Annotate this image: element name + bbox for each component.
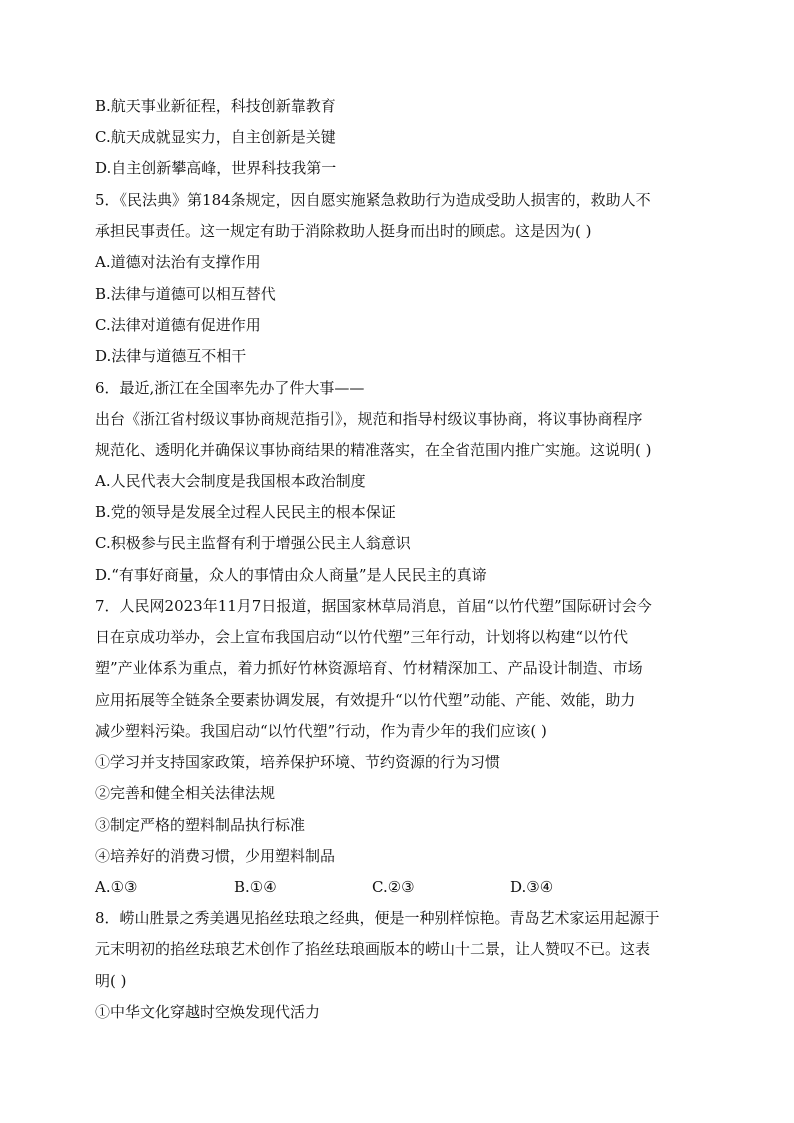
- q7-choice-c: C.②③: [372, 878, 415, 896]
- q6-option-d: D.“有事好商量，众人的事情由众人商量”是人民民主的真谛: [95, 566, 487, 584]
- q4-option-c: C.航天成就显实力，自主创新是关键: [95, 128, 336, 146]
- q7-statement-3: ③制定严格的塑料制品执行标准: [95, 816, 306, 834]
- q6-stem-line-1: 6．最近,浙江在全国率先办了件大事——: [95, 379, 365, 397]
- q5-option-d: D.法律与道德互不相干: [95, 347, 247, 365]
- q5-option-a: A.道德对法治有支撑作用: [95, 253, 261, 271]
- q6-option-b: B.党的领导是发展全过程人民民主的根本保证: [95, 503, 396, 521]
- q8-stem-line-2: 元末明初的掐丝珐琅艺术创作了掐丝珐琅画版本的崂山十二景，让人赞叹不已。这表: [95, 940, 651, 958]
- q8-statement-1: ①中华文化穿越时空焕发现代活力: [95, 1003, 321, 1021]
- q7-statement-1: ①学习并支持国家政策，培养保护环境、节约资源的行为习惯: [95, 753, 501, 771]
- q4-option-d: D.自主创新攀高峰，世界科技我第一: [95, 159, 337, 177]
- q7-stem-line-5: 减少塑料污染。我国启动“以竹代塑”行动，作为青少年的我们应该( ): [95, 722, 547, 740]
- q5-option-b: B.法律与道德可以相互替代: [95, 285, 276, 303]
- q7-stem-line-1: 7．人民网2023年11月7日报道，据国家林草局消息，首届“以竹代塑”国际研讨会今: [95, 597, 652, 615]
- q7-choice-a: A.①③: [95, 878, 138, 896]
- q8-stem-line-1: 8．崂山胜景之秀美遇见掐丝珐琅之经典，便是一种别样惊艳。青岛艺术家运用起源于: [95, 909, 660, 927]
- q6-stem-line-2: 出台《浙江省村级议事协商规范指引》，规范和指导村级议事协商，将议事协商程序: [95, 410, 643, 428]
- q4-option-b: B.航天事业新征程，科技创新靠教育: [95, 97, 336, 115]
- q6-stem-line-3: 规范化、透明化并确保议事协商结果的精准落实，在全省范围内推广实施。这说明( ): [95, 441, 652, 459]
- q5-option-c: C.法律对道德有促进作用: [95, 316, 261, 334]
- q7-statement-4: ④培养好的消费习惯，少用塑料制品: [95, 847, 336, 865]
- q8-stem-line-3: 明( ): [95, 972, 127, 990]
- q5-stem-line-2: 承担民事责任。这一规定有助于消除救助人挺身而出时的顾虑。这是因为( ): [95, 222, 592, 240]
- q6-option-a: A.人民代表大会制度是我国根本政治制度: [95, 472, 366, 490]
- q5-stem-line-1: 5．《民法典》第184条规定，因自愿实施紧急救助行为造成受助人损害的，救助人不: [95, 191, 651, 209]
- q7-stem-line-3: 塑”产业体系为重点，着力抓好竹林资源培育、竹材精深加工、产品设计制造、市场: [95, 659, 643, 677]
- q7-choice-b: B.①④: [234, 878, 277, 896]
- q6-option-c: C.积极参与民主监督有利于增强公民主人翁意识: [95, 534, 411, 552]
- q7-stem-line-2: 日在京成功举办，会上宣布我国启动“以竹代塑”三年行动，计划将以构建“以竹代: [95, 628, 629, 646]
- q7-stem-line-4: 应用拓展等全链条全要素协调发展，有效提升“以竹代塑”动能、产能、效能，助力: [95, 691, 636, 709]
- q7-statement-2: ②完善和健全相关法律法规: [95, 784, 276, 802]
- q7-choice-d: D.③④: [510, 878, 554, 896]
